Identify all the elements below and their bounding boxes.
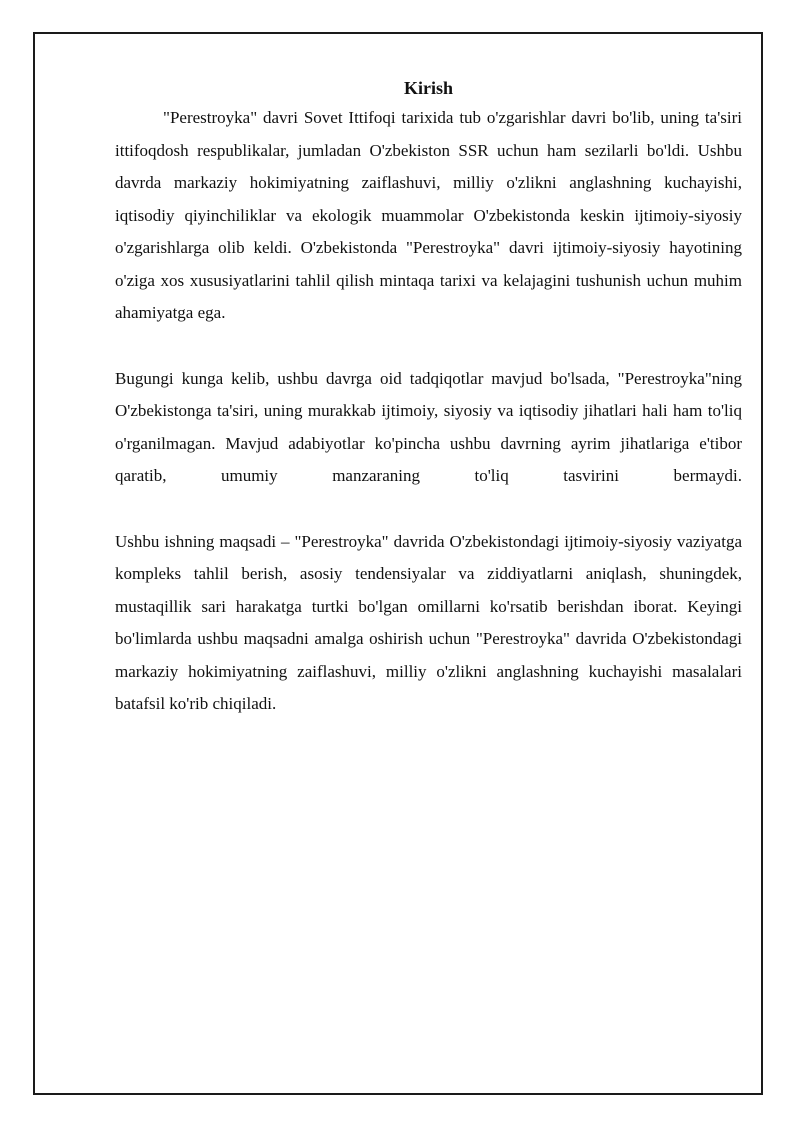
paragraph-spacer: [115, 330, 742, 363]
paragraph-intro: "Perestroyka" davri Sovet Ittifoqi tarixida tub o'zgarishlar davri bo'lib, uning ta'siri ittifoqdosh respublikalar, jumladan O'zbekiston SSR uchun ham sezilarli bo'ldi. Ushbu davrda markaziy hokimiyatning zaiflashuvi, milliy o'zlikni anglashning kuchayishi, iqtisodiy qiyinchiliklar va ekologik muammolar O'zbekistonda keskin ijtimoiy-siyosiy o'zgarishlarga olib keldi. O'zbekistonda "Perestroyka" davri ijtimoiy-siyosiy hayotining o'ziga xos xususiyatlarini tahlil qilish mintaqa tarixi va kelajagini tushunish uchun muhim ahamiyatga ega.: [115, 108, 742, 322]
paragraph-spacer: [115, 493, 742, 526]
paragraph-goal: Ushbu ishning maqsadi – "Perestroyka" davrida O'zbekistondagi ijtimoiy-siyosiy vaziyatga kompleks tahlil berish, asosiy tendensiyalar va ziddiyatlarni aniqlash, shuningdek, mustaqillik sari harakatga turtki bo'lgan omillarni ko'rsatib berishdan iborat. Keyingi bo'limlarda ushbu maqsadni amalga oshirish uchun "Perestroyka" davrida O'zbekistondagi markaziy hokimiyatning zaiflashuvi, milliy o'zlikni anglashning kuchayishi masalalari batafsil ko'rib chiqiladi.: [115, 531, 742, 713]
document-body: [115, 76, 742, 721]
page-title: Kirish: [403, 78, 453, 98]
paragraph-research-state: Bugungi kunga kelib, ushbu davrga oid tadqiqotlar mavjud bo'lsada, "Perestroyka"ning O'zbekistonga ta'siri, uning murakkab ijtimoiy, siyosiy va iqtisodiy jihatlari hali ham to'liq o'rganilmagan. Mavjud adabiyotlar ko'pincha ushbu davrning ayrim jihatlariga e'tibor qaratib, umumiy manzaraning to'liq tasvirini bermaydi.: [115, 368, 742, 485]
